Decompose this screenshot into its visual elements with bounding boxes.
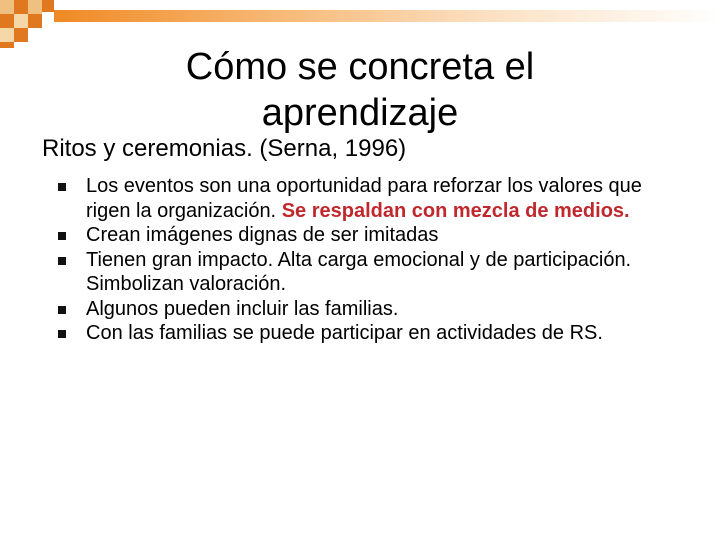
decor-square [0, 28, 14, 42]
list-item-text: Algunos pueden incluir las familias. [86, 297, 399, 320]
list-item [58, 223, 678, 248]
decor-square [14, 14, 28, 28]
decor-square [14, 0, 28, 14]
list-item [58, 297, 678, 322]
decor-square [0, 42, 14, 48]
list-item [58, 248, 678, 297]
decor-top-bar [54, 10, 720, 22]
list-item [58, 321, 678, 346]
slide-title: Cómo se concreta el aprendizaje [185, 46, 535, 134]
bullet-list [58, 174, 678, 346]
square-bullet-icon [58, 232, 66, 240]
decor-square [0, 0, 14, 14]
decor-square [0, 14, 14, 28]
list-item [58, 174, 678, 223]
list-item-text: Tienen gran impacto. Alta carga emocional y de participación. Simbolizan valoración. [86, 248, 632, 295]
decor-square [28, 14, 42, 28]
list-item-highlight: Se respaldan con mezcla de medios. [281, 199, 630, 222]
decor-square [42, 0, 54, 12]
square-bullet-icon [58, 330, 66, 338]
square-bullet-icon [58, 306, 66, 314]
square-bullet-icon [58, 183, 66, 191]
list-item-text: Crean imágenes dignas de ser imitadas [86, 224, 439, 246]
slide-subtitle: Ritos y ceremonias. (Serna, 1996) [42, 135, 407, 162]
list-item-text: Con las familias se puede participar en actividades de RS. [86, 322, 603, 344]
list-item-text: Los eventos son una oportunidad para reforzar los valores que rigen la organización. [86, 175, 642, 222]
decor-square [28, 0, 42, 14]
decor-square [14, 28, 28, 42]
square-bullet-icon [58, 257, 66, 265]
